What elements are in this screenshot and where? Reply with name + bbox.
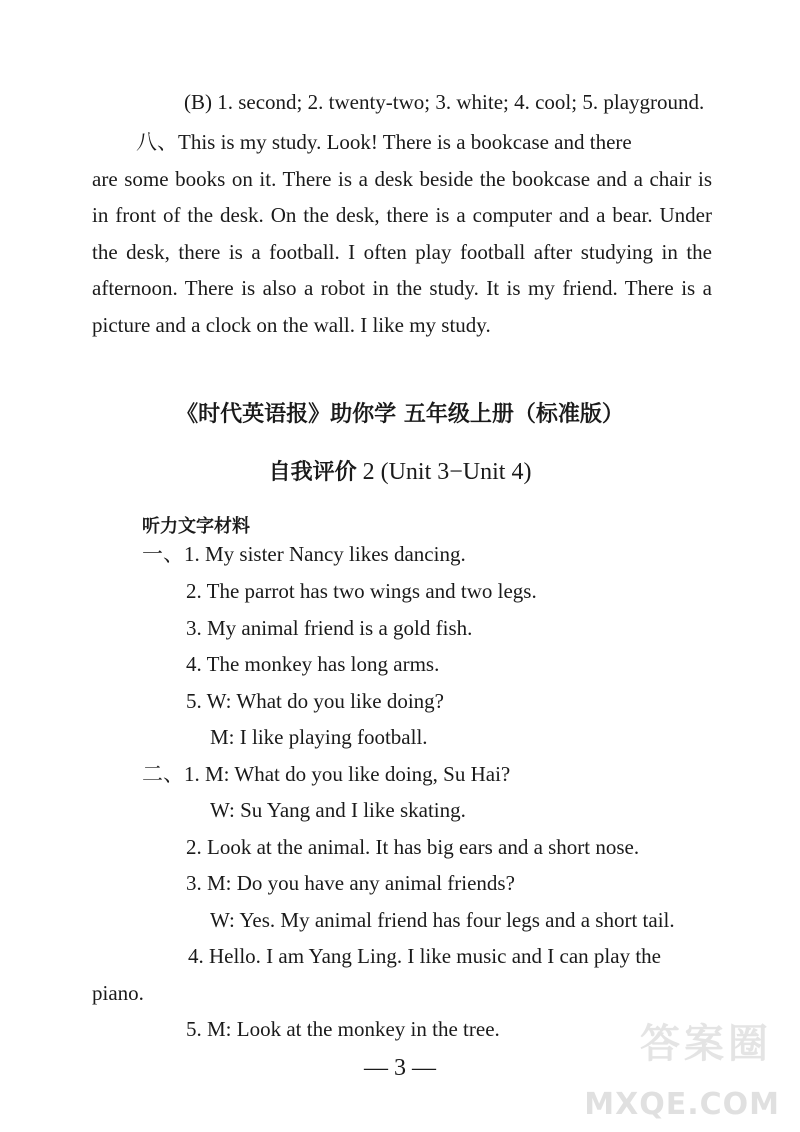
book-title: 《时代英语报》助你学 五年级上册（标准版） [176, 402, 624, 427]
watermark-site: MXQE.COM [584, 1087, 780, 1122]
part1-item: 3. My animal friend is a gold fish. [186, 616, 473, 640]
unit-title-rest: 2 (Unit 3−Unit 4) [356, 459, 532, 485]
part1-item: 5. W: What do you like doing? [186, 689, 444, 713]
part1-item: M: I like playing football. [210, 725, 428, 749]
part2-item: 4. Hello. I am Yang Ling. I like music and I can play the [188, 944, 661, 968]
part2-item: 二、1. M: What do you like doing, Su Hai? [142, 762, 511, 786]
part1-item: 4. The monkey has long arms. [186, 652, 440, 676]
part1-item: 一、1. My sister Nancy likes dancing. [142, 542, 466, 566]
unit-title [0, 455, 800, 486]
watermark [584, 1012, 780, 1122]
part2-item: 5. M: Look at the monkey in the tree. [186, 1017, 500, 1041]
part2-item: 3. M: Do you have any animal friends? [186, 871, 515, 895]
section-8-body: are some books on it. There is a desk beside the bookcase and a chair is in front of the desk. On the desk, there is a computer and a bear. Under the desk, there is a football. I often play football after studying in the afternoon. There is also a robot in the study. It is my friend. There is a picture and a clock on the wall. I like my study. [92, 166, 712, 337]
part2-item: 2. Look at the animal. It has big ears and a short nose. [186, 835, 640, 859]
section-8-paragraph [92, 124, 712, 343]
part1-item: 2. The parrot has two wings and two legs. [186, 579, 537, 603]
part2-item: W: Su Yang and I like skating. [210, 798, 466, 822]
answer-b-line: (B) 1. second; 2. twenty-two; 3. white; 4. cool; 5. playground. [184, 90, 705, 114]
section-8-first-line: 八、This is my study. Look! There is a bookcase and there [136, 130, 632, 154]
watermark-logo: 答案圈 [640, 1021, 772, 1067]
part2-item: W: Yes. My animal friend has four legs and a short tail. [210, 908, 675, 932]
page-number: — 3 — [364, 1055, 436, 1081]
part2-item: piano. [92, 981, 144, 1005]
listening-heading: 听力文字材料 [142, 516, 250, 537]
unit-title-cn: 自我评价 [268, 460, 357, 485]
